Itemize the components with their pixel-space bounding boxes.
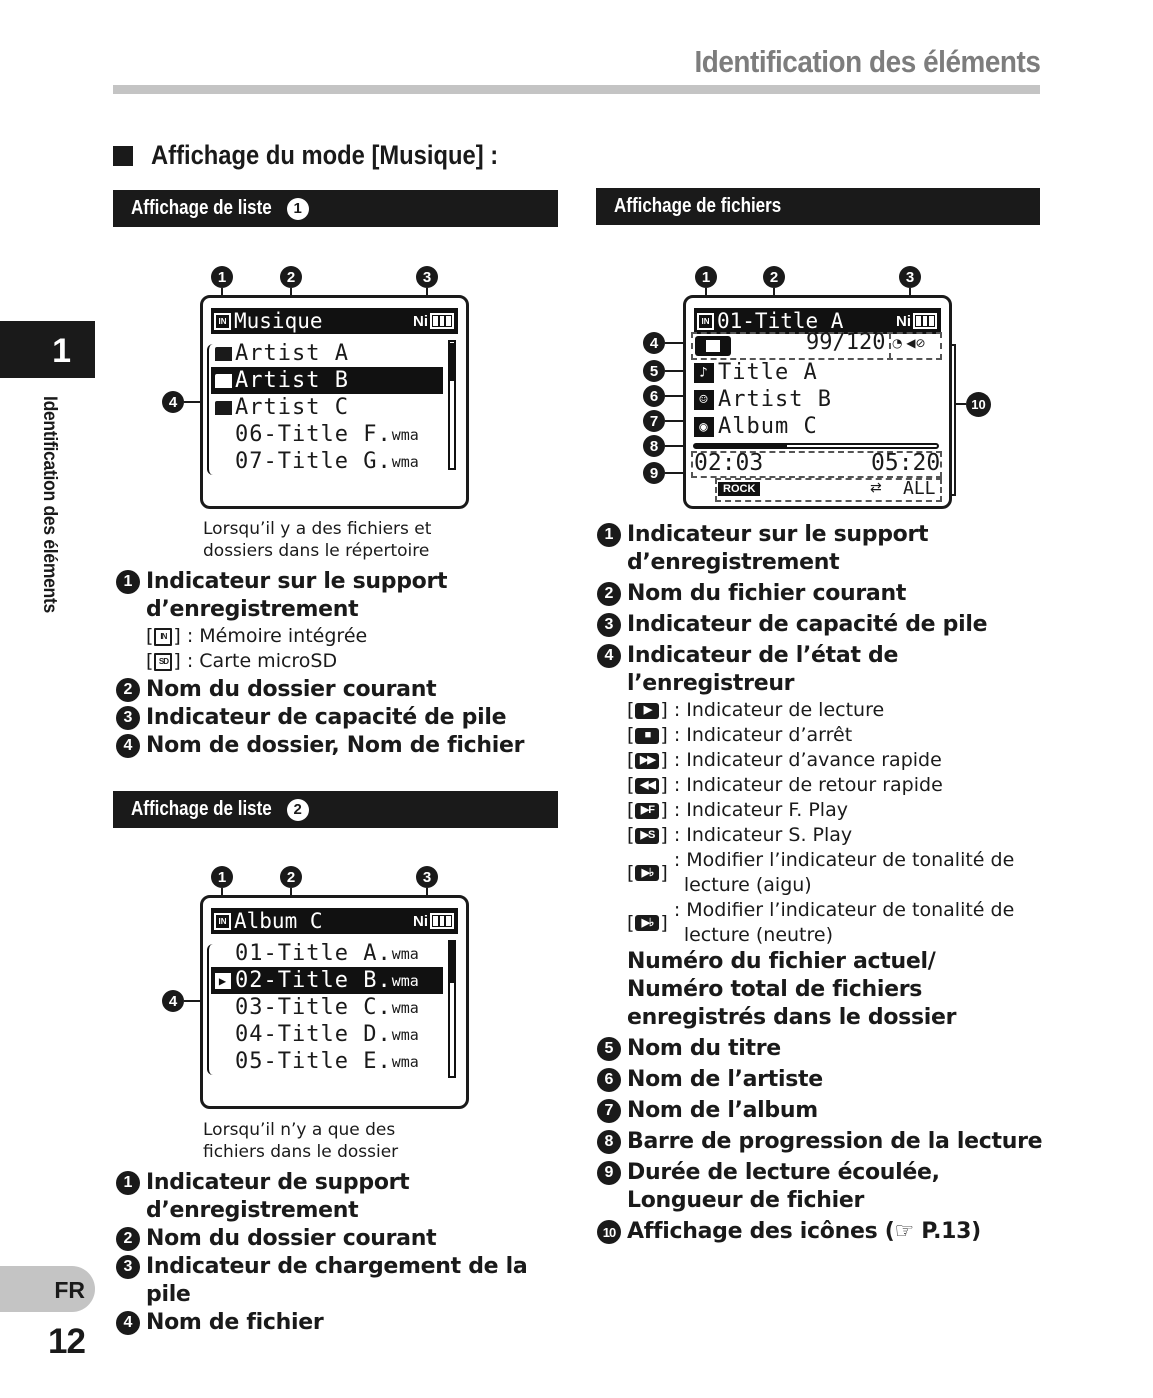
running-title: Identification des éléments xyxy=(694,44,1040,79)
legend-number: 2 xyxy=(116,1227,140,1251)
lcd-list-row[interactable] xyxy=(211,994,443,1021)
icon-bracket: [ ■ ] xyxy=(627,724,668,746)
callout-1: 1 xyxy=(695,266,717,288)
list2-caption xyxy=(203,1119,398,1163)
lcd-list-row[interactable] xyxy=(211,340,443,367)
progress-fill xyxy=(695,445,787,447)
battery-type-label: Ni xyxy=(413,912,428,930)
legend-item xyxy=(116,1225,576,1253)
row-text: 03-Title C. xyxy=(235,995,392,1020)
status-indicator-icon: ■ xyxy=(635,728,659,744)
legend-title: Durée de lecture écoulée, xyxy=(627,1160,940,1185)
callout-3: 3 xyxy=(416,866,438,888)
counter-note-line: enregistrés dans le dossier xyxy=(627,1005,957,1030)
callout-3: 3 xyxy=(416,266,438,288)
music-note-icon: ♪ xyxy=(694,363,714,383)
legend-item xyxy=(116,704,566,732)
sub-text xyxy=(674,773,943,798)
play-cursor-icon: ▶ xyxy=(215,973,231,989)
legend-title: Indicateur de chargement de la pile xyxy=(146,1254,528,1307)
legend-title: Affichage des icônes (☞ P.13) xyxy=(627,1219,981,1244)
row-prefix xyxy=(211,401,235,415)
legend-title: Indicateur sur le support xyxy=(146,569,448,594)
icon-bracket: [ ▶♭ ] xyxy=(627,861,668,884)
album-name: Album C xyxy=(718,414,818,439)
legend-title: Nom de dossier, Nom de fichier xyxy=(146,733,525,758)
callout-4: 4 xyxy=(162,391,184,413)
legend-number: 8 xyxy=(597,1130,621,1154)
row-text: 04-Title D. xyxy=(235,1022,392,1047)
sub-text xyxy=(674,723,852,748)
sub-text: : Carte microSD xyxy=(186,650,338,672)
row-prefix xyxy=(211,973,235,989)
files-bar-label: Affichage de fichiers xyxy=(614,195,782,217)
progress-bar xyxy=(693,443,939,449)
sub-text xyxy=(674,898,1014,948)
row-text: Artist B xyxy=(235,368,349,393)
legend-item xyxy=(116,732,566,760)
legend-number: 10 xyxy=(597,1220,621,1244)
status-sub-list xyxy=(597,698,1047,948)
status-sub-item xyxy=(627,748,1047,773)
callout-9: 9 xyxy=(643,462,665,484)
list1-bar-label: Affichage de liste xyxy=(131,197,272,219)
callout-1: 1 xyxy=(211,266,233,288)
header-rule xyxy=(113,85,1040,94)
legend-number: 1 xyxy=(597,523,621,547)
legend-item xyxy=(116,1309,576,1337)
legend-item xyxy=(597,521,1047,577)
status-icons: ◔ ◀⊘ xyxy=(892,336,926,350)
sub-text-line: : Indicateur S. Play xyxy=(673,824,853,846)
language-tab: FR xyxy=(0,1266,95,1312)
caption-line: Lorsqu’il y a des fichiers et xyxy=(203,519,432,539)
media-sub-item: [ IN ] : Mémoire intégrée xyxy=(146,625,368,647)
lcd-list-row[interactable] xyxy=(211,394,443,421)
legend-item xyxy=(597,1066,1047,1094)
sub-text-line: : Indicateur d’arrêt xyxy=(673,724,853,746)
status-indicator-icon: ▶ xyxy=(635,703,659,719)
internal-memory-icon: IN xyxy=(154,628,172,646)
legend-number: 4 xyxy=(597,644,621,668)
list2-legend xyxy=(116,1169,576,1337)
row-prefix xyxy=(211,347,235,361)
lcd-list-row[interactable] xyxy=(211,448,443,475)
callout-10: 10 xyxy=(966,392,991,417)
status-indicator-icon: ▶S xyxy=(635,828,659,844)
status-indicator-icon: ▶F xyxy=(635,803,659,819)
album-row xyxy=(694,414,818,439)
callout-4: 4 xyxy=(643,332,665,354)
battery-icon xyxy=(913,313,937,329)
icon-bracket: [ ◀◀ ] xyxy=(627,774,668,796)
legend-item xyxy=(116,568,566,624)
callout-7: 7 xyxy=(643,410,665,432)
sub-text xyxy=(674,823,852,848)
legend-title-cont: d’enregistrement xyxy=(146,597,359,622)
legend-title: Nom de l’artiste xyxy=(627,1067,823,1092)
lcd-list xyxy=(211,940,458,1075)
lcd-title-bar xyxy=(211,308,458,334)
sub-text: : Mémoire intégrée xyxy=(186,625,368,647)
repeat-icon: ⇄ xyxy=(870,480,882,496)
legend-item xyxy=(597,1159,1047,1215)
section-title xyxy=(113,140,546,171)
internal-memory-icon: IN xyxy=(214,913,231,930)
legend-title-cont: l’enregistreur xyxy=(627,671,795,696)
sub-text xyxy=(674,698,884,723)
status-indicator-icon: ▶♭ xyxy=(635,915,659,931)
row-text: 07-Title G. xyxy=(235,449,392,474)
sub-text-line: : Indicateur de lecture xyxy=(673,699,885,721)
callout-6: 6 xyxy=(643,385,665,407)
legend-item xyxy=(116,1253,576,1309)
artist-name: Artist B xyxy=(718,387,832,412)
row-extension: wma xyxy=(391,1052,419,1071)
legend-item xyxy=(597,1035,1047,1063)
sub-text-line: : Modifier l’indicateur de tonalité de xyxy=(673,849,1015,871)
sub-text xyxy=(674,798,848,823)
legend-list-2 xyxy=(597,1035,1047,1246)
legend-title-cont: d’enregistrement xyxy=(627,550,840,575)
scrollbar[interactable] xyxy=(448,340,456,470)
legend-number: 7 xyxy=(597,1099,621,1123)
legend-title: Indicateur sur le support xyxy=(627,522,929,547)
internal-memory-icon: IN xyxy=(214,313,231,330)
icon-bracket: [ ▶S ] xyxy=(627,824,668,846)
legend-item xyxy=(597,642,1047,698)
page-number: 12 xyxy=(48,1322,85,1361)
lcd-list-row[interactable] xyxy=(211,1048,443,1075)
status-indicator-icon: ▶▶ xyxy=(635,753,659,769)
files-bar xyxy=(596,188,1040,225)
status-sub-item xyxy=(627,798,1047,823)
legend-title: Indicateur de l’état de xyxy=(627,643,899,668)
sub-text-line: lecture (neutre) xyxy=(683,924,834,946)
legend-number: 5 xyxy=(597,1037,621,1061)
legend-number: 2 xyxy=(116,678,140,702)
legend-item xyxy=(597,580,1047,608)
list1-caption xyxy=(203,518,431,562)
legend-number: 3 xyxy=(597,613,621,637)
callout-2: 2 xyxy=(280,266,302,288)
status-indicator-icon: ▶♭ xyxy=(635,865,659,881)
legend-number: 4 xyxy=(116,734,140,758)
status-sub-item xyxy=(627,773,1047,798)
legend-title: Nom de l’album xyxy=(627,1098,818,1123)
row-prefix xyxy=(211,374,235,388)
legend-title-cont: d’enregistrement xyxy=(146,1198,359,1223)
legend-number: 9 xyxy=(597,1161,621,1185)
legend-number: 1 xyxy=(116,570,140,594)
file-length: 05:20 xyxy=(871,450,941,476)
list2-bar xyxy=(113,791,558,828)
legend-item xyxy=(597,611,1047,639)
elapsed-time: 02:03 xyxy=(694,450,764,476)
folder-icon xyxy=(215,401,232,415)
callout-1: 1 xyxy=(211,866,233,888)
legend-number: 3 xyxy=(116,1255,140,1279)
lcd-list-row[interactable] xyxy=(211,940,443,967)
internal-memory-icon: IN xyxy=(697,313,714,330)
sub-text-line: : Indicateur de retour rapide xyxy=(673,774,943,796)
stop-status-icon xyxy=(695,336,731,356)
row-text: 06-Title F. xyxy=(235,422,392,447)
lcd-list-row[interactable] xyxy=(211,367,443,394)
battery-icon xyxy=(430,313,454,329)
row-extension: wma xyxy=(391,998,419,1017)
row-text: Artist A xyxy=(235,341,349,366)
folder-icon xyxy=(215,374,232,388)
callout-8: 8 xyxy=(643,435,665,457)
sub-text xyxy=(674,748,942,773)
legend-title: Nom du dossier courant xyxy=(146,1226,437,1251)
row-text: 02-Title B. xyxy=(235,968,392,993)
battery-icon xyxy=(430,913,454,929)
sub-text-line: lecture (aigu) xyxy=(683,874,812,896)
caption-line: Lorsqu’il n’y a que des xyxy=(203,1120,396,1140)
status-sub-item xyxy=(627,698,1047,723)
list1-bar xyxy=(113,190,558,227)
callout-2: 2 xyxy=(280,866,302,888)
legend-title: Nom de fichier xyxy=(146,1310,324,1335)
icon-bracket: [ ▶F ] xyxy=(627,799,668,821)
legend-number: 3 xyxy=(116,706,140,730)
lcd-list xyxy=(211,340,458,475)
lcd-list-row[interactable] xyxy=(211,421,443,448)
sub-text-line: : Indicateur d’avance rapide xyxy=(673,749,942,771)
row-extension: wma xyxy=(391,971,419,990)
row-text: 05-Title E. xyxy=(235,1049,392,1074)
list1-bar-number: 1 xyxy=(287,198,309,220)
lcd-file-name: 01-Title A xyxy=(717,309,844,333)
callout-5: 5 xyxy=(643,360,665,382)
square-bullet-icon xyxy=(113,146,133,166)
lcd-list-row[interactable] xyxy=(211,1021,443,1048)
list1-screen xyxy=(200,295,469,509)
counter-note-line: Numéro total de fichiers xyxy=(627,977,923,1002)
status-sub-item xyxy=(627,848,1047,898)
side-chapter-title-text: Identification des éléments xyxy=(39,396,60,613)
microsd-card-icon: SD xyxy=(154,653,172,671)
track-title-row xyxy=(694,360,818,385)
legend-title: Indicateur de capacité de pile xyxy=(627,612,988,637)
legend-title: Indicateur de support xyxy=(146,1170,410,1195)
caption-line: dossiers dans le répertoire xyxy=(203,541,430,561)
row-extension: wma xyxy=(391,425,419,444)
legend-title: Indicateur de capacité de pile xyxy=(146,705,507,730)
list2-screen xyxy=(200,895,469,1109)
callout-4: 4 xyxy=(162,990,184,1012)
row-text: 01-Title A. xyxy=(235,941,392,966)
legend-item xyxy=(116,676,566,704)
artist-icon: ☺ xyxy=(694,390,714,410)
list2-bar-number: 2 xyxy=(287,799,309,821)
battery-type-label: Ni xyxy=(896,312,911,330)
icon-bracket: [ ▶ ] xyxy=(627,699,668,721)
media-sub-item: [ SD ] : Carte microSD xyxy=(146,650,338,672)
list1-legend xyxy=(116,568,566,760)
row-extension: wma xyxy=(391,1025,419,1044)
battery-type-label: Ni xyxy=(413,312,428,330)
eq-badge: ROCK xyxy=(718,482,760,496)
counter-note-line: Numéro du fichier actuel/ xyxy=(627,949,936,974)
track-title: Title A xyxy=(718,360,818,385)
sub-text-line: : Indicateur F. Play xyxy=(673,799,848,821)
section-title-text: Affichage du mode [Musique] : xyxy=(151,140,499,170)
list2-bar-label: Affichage de liste xyxy=(131,798,272,820)
chapter-tab: 1 xyxy=(0,321,95,378)
row-extension: wma xyxy=(391,944,419,963)
status-indicator-icon: ◀◀ xyxy=(635,778,659,794)
legend-item xyxy=(597,1128,1047,1156)
files-legend xyxy=(597,521,1047,1246)
row-extension: wma xyxy=(391,452,419,471)
callout-3: 3 xyxy=(899,266,921,288)
side-chapter-title xyxy=(38,396,68,696)
status-sub-item xyxy=(627,723,1047,748)
leader-line xyxy=(954,403,966,405)
status-sub-item xyxy=(627,898,1047,948)
scrollbar[interactable] xyxy=(448,940,456,1078)
legend-number: 1 xyxy=(116,1171,140,1195)
legend-number: 4 xyxy=(116,1311,140,1335)
row-text: Artist C xyxy=(235,395,349,420)
sub-text xyxy=(674,848,1014,898)
legend-item xyxy=(116,1169,576,1225)
lcd-title-bar xyxy=(211,908,458,934)
legend-item xyxy=(597,1097,1047,1125)
legend-title: Barre de progression de la lecture xyxy=(627,1129,1043,1154)
legend-title: Nom du titre xyxy=(627,1036,781,1061)
status-sub-item xyxy=(627,823,1047,848)
file-counter: 99/120 xyxy=(806,330,886,355)
sub-text-line: : Modifier l’indicateur de tonalité de xyxy=(673,899,1015,921)
caption-line: fichiers dans le dossier xyxy=(203,1142,399,1162)
album-disc-icon: ◉ xyxy=(694,417,714,437)
lcd-folder-name: Album C xyxy=(234,909,323,933)
artist-row xyxy=(694,387,832,412)
legend-item xyxy=(597,1218,1047,1246)
lcd-list-row[interactable] xyxy=(211,967,443,994)
callout-2: 2 xyxy=(763,266,785,288)
legend-number: 6 xyxy=(597,1068,621,1092)
repeat-mode: ALL xyxy=(903,478,936,499)
legend-title: Nom du fichier courant xyxy=(627,581,907,606)
icon-bracket: [ ▶♭ ] xyxy=(627,911,668,934)
legend-title: Nom du dossier courant xyxy=(146,677,437,702)
icon-bracket: [ ▶▶ ] xyxy=(627,749,668,771)
legend-number: 2 xyxy=(597,582,621,606)
lcd-folder-name: Musique xyxy=(234,309,323,333)
legend-title-cont: Longueur de fichier xyxy=(627,1188,865,1213)
counter-note xyxy=(627,948,1047,1032)
folder-icon xyxy=(215,347,232,361)
